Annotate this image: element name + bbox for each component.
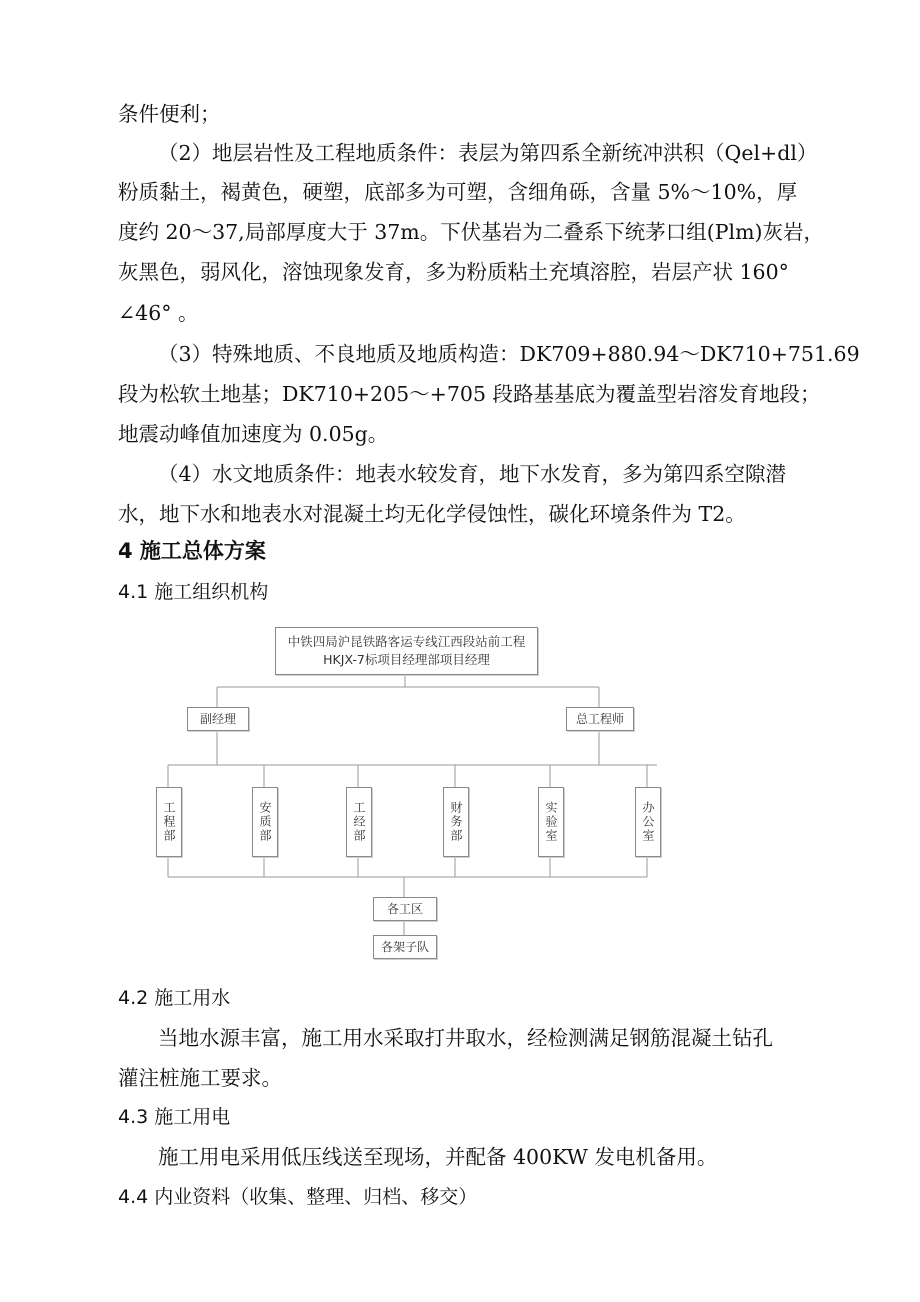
chief-engineer-box: 总工程师: [566, 707, 634, 731]
paragraph-line: 段为松软土地基；DK710+205～+705 段路基基底为覆盖型岩溶发育地段；: [118, 382, 821, 406]
team-box: 各架子队: [373, 935, 437, 959]
department-box: 办公室: [635, 787, 661, 857]
section-heading: 4 施工总体方案: [118, 539, 266, 563]
department-box: 安质部: [252, 787, 278, 857]
paragraph-line: 水，地下水和地表水对混凝土均无化学侵蚀性，碳化环境条件为 T2。: [118, 502, 746, 526]
project-manager-line2: HKJX-7标项目经理部项目经理: [323, 652, 490, 667]
subsection-heading: 4.2 施工用水: [118, 987, 231, 1009]
project-manager-box: [275, 627, 538, 675]
vice-manager-box: 副经理: [187, 707, 249, 731]
project-manager-line1: 中铁四局沪昆铁路客运专线江西段站前工程: [287, 634, 526, 649]
paragraph-line: ∠46° 。: [118, 301, 199, 325]
paragraph-line: 施工用电采用低压线送至现场，并配备 400KW 发电机备用。: [158, 1145, 718, 1169]
department-box: 实验室: [538, 787, 564, 857]
paragraph-line: 粉质黏土，褐黄色，硬塑，底部多为可塑，含细角砾，含量 5%～10%，厚: [118, 180, 798, 204]
subsection-heading: 4.4 内业资料（收集、整理、归档、移交）: [118, 1186, 478, 1208]
paragraph-line: 条件便利；: [118, 102, 221, 126]
paragraph-line: （2）地层岩性及工程地质条件：表层为第四系全新统冲洪积（Qel+dl）: [158, 141, 818, 165]
department-box: 工经部: [346, 787, 372, 857]
department-box: 财务部: [443, 787, 469, 857]
paragraph-line: 当地水源丰富，施工用水采取打井取水，经检测满足钢筋混凝土钻孔: [158, 1026, 773, 1050]
work-zone-box: 各工区: [373, 897, 437, 921]
subsection-heading: 4.1 施工组织机构: [118, 581, 269, 603]
paragraph-line: 地震动峰值加速度为 0.05g。: [118, 422, 389, 446]
paragraph-line: 灌注桩施工要求。: [118, 1066, 282, 1090]
subsection-heading: 4.3 施工用电: [118, 1106, 231, 1128]
paragraph-line: 灰黑色，弱风化，溶蚀现象发育，多为粉质粘土充填溶腔，岩层产状 160°: [118, 260, 789, 284]
paragraph-line: （4）水文地质条件：地表水较发育，地下水发育，多为第四系空隙潜: [158, 462, 787, 486]
paragraph-line: （3）特殊地质、不良地质及地质构造：DK709+880.94～DK710+751.69: [158, 342, 860, 366]
paragraph-line: 度约 20～37,局部厚度大于 37m。下伏基岩为二叠系下统茅口组(Plm)灰岩，: [118, 220, 825, 244]
department-box: 工程部: [156, 787, 182, 857]
